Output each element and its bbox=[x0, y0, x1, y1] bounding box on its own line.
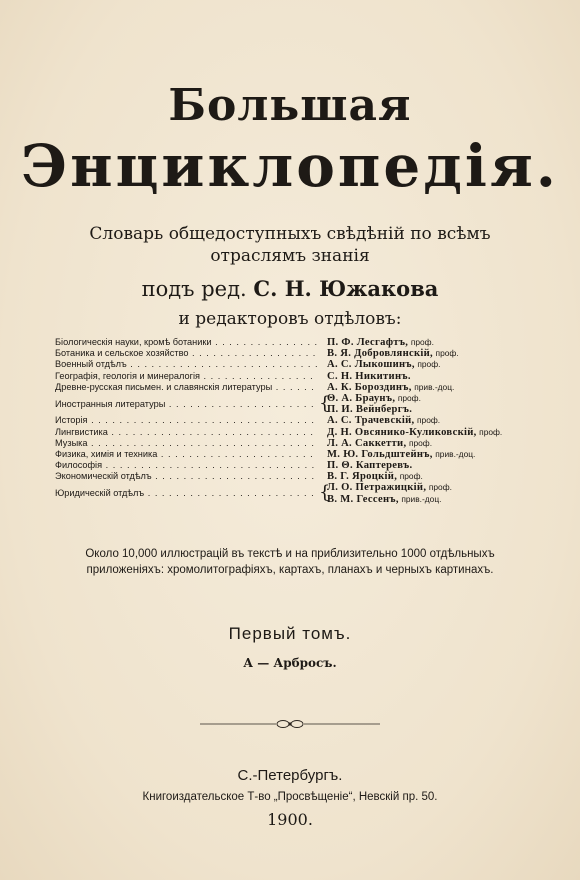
department-editor bbox=[327, 382, 454, 393]
chief-editor bbox=[0, 276, 580, 301]
editor-name: А. К. Бороздинъ, bbox=[327, 381, 412, 393]
department-row bbox=[55, 348, 535, 359]
department-row bbox=[55, 449, 535, 460]
department-name: Иностранныя литературы . . . bbox=[55, 399, 317, 410]
department-name: Военный отдѣлъ . . . bbox=[55, 359, 317, 370]
editor-rank: проф. bbox=[408, 437, 433, 448]
department-name: Исторія . . . bbox=[55, 415, 317, 426]
subtitle-line-1: Словарь общедоступныхъ свѣдѣній по всѣмъ bbox=[89, 224, 491, 244]
editor-name: П. Ф. Лесгафтъ, bbox=[327, 337, 409, 348]
department-row bbox=[55, 337, 535, 348]
illustrations-line-1: Около 10,000 иллюстрацій въ текстѣ и на приблизительно 1000 отдѣльныхъ bbox=[85, 548, 495, 560]
department-row bbox=[55, 427, 535, 438]
editor-rank: проф. bbox=[417, 415, 441, 426]
department-name: Древне-русская письмен. и славянскія литературы . . . bbox=[55, 382, 317, 393]
volume-label: Первый томъ. bbox=[228, 624, 352, 643]
department-editor bbox=[327, 359, 440, 370]
subtitle-line-2: отраслямъ знанія bbox=[210, 246, 370, 266]
department-row bbox=[55, 471, 535, 482]
editor-rank: проф. bbox=[410, 337, 434, 347]
editor-name: Д. Н. Овсянико-Куликовскій, bbox=[327, 426, 477, 438]
department-editor bbox=[327, 427, 502, 438]
departments-list bbox=[55, 337, 535, 505]
editor-name: Л. О. Петражицкій, bbox=[327, 482, 427, 494]
department-editor bbox=[327, 415, 440, 426]
department-row bbox=[55, 393, 535, 415]
department-name: Музыка . . . bbox=[55, 438, 317, 449]
editor-name: Л. А. Саккетти, bbox=[327, 437, 407, 449]
department-name: Лингвистика . . . bbox=[55, 427, 317, 438]
department-name: Географія, геологія и минералогія . . . bbox=[55, 371, 317, 382]
brace-glyph: { bbox=[319, 482, 331, 504]
department-name: Ботаника и сельское хозяйство . . . bbox=[55, 348, 317, 359]
editor-name: А. С. Лыкошинъ, bbox=[327, 359, 415, 371]
editor-rank: проф. bbox=[435, 348, 459, 359]
editor-prefix: подъ ред. bbox=[141, 277, 247, 301]
department-row bbox=[55, 460, 535, 471]
department-row bbox=[55, 359, 535, 370]
department-name: Біологическія науки, кромѣ ботаники . . . bbox=[55, 337, 317, 348]
department-editor bbox=[327, 393, 421, 404]
editor-rank: проф. bbox=[417, 359, 441, 370]
department-editor bbox=[327, 438, 432, 449]
editor-name: В. М. Гессенъ, bbox=[327, 493, 399, 505]
illustrations-line-2: приложеніяхъ: хромолитографіяхъ, картахъ, планахъ и черныхъ картинахъ. bbox=[86, 564, 494, 576]
editors-heading: и редакторовъ отдѣловъ: bbox=[178, 309, 402, 329]
publisher: Книгоиздательское Т-во „Просвѣщеніе“, Невскій пр. 50. bbox=[142, 791, 438, 803]
editor-rank: прив.-доц. bbox=[401, 493, 442, 504]
editor-rank: прив.-доц. bbox=[414, 381, 455, 392]
department-editor bbox=[327, 371, 411, 382]
editor-name: А. С. Трачевскій, bbox=[327, 415, 415, 427]
editor-name: С. Н. Южакова bbox=[253, 276, 439, 301]
editor-rank: прив.-доц. bbox=[435, 448, 476, 459]
editor-rank: проф. bbox=[397, 392, 421, 403]
department-row bbox=[55, 482, 535, 504]
department-editor bbox=[327, 449, 475, 460]
editor-rank: проф. bbox=[399, 471, 423, 482]
ornament-divider bbox=[200, 716, 380, 732]
department-editor bbox=[327, 471, 423, 482]
city: С.-Петербургъ. bbox=[237, 767, 343, 784]
department-editor-second bbox=[327, 404, 412, 415]
department-name: Экономическій отдѣлъ . . . bbox=[55, 471, 317, 482]
title-line-2: Энциклопедія. bbox=[20, 132, 559, 200]
department-editor bbox=[327, 460, 412, 471]
department-name: Физика, химія и техника . . . bbox=[55, 449, 317, 460]
editor-rank: проф. bbox=[479, 426, 503, 437]
editor-name: С. Н. Никитинъ. bbox=[327, 370, 411, 382]
department-row bbox=[55, 415, 535, 426]
volume-range: А — Арбросъ. bbox=[243, 656, 337, 670]
title-line-1: Большая bbox=[168, 80, 412, 131]
department-row bbox=[55, 371, 535, 382]
editor-name: Θ. А. Браунъ, bbox=[327, 392, 396, 404]
department-name: Философія . . . bbox=[55, 460, 317, 471]
department-editor bbox=[327, 348, 459, 359]
department-editor bbox=[327, 337, 434, 348]
brace-glyph: { bbox=[319, 392, 331, 414]
department-editor-second bbox=[327, 494, 441, 505]
editor-rank: проф. bbox=[428, 482, 452, 493]
year: 1900. bbox=[267, 810, 313, 829]
department-editor bbox=[327, 482, 452, 493]
editor-name: П. Θ. Каптеревъ. bbox=[327, 460, 413, 472]
department-name: Юридическій отдѣлъ . . . bbox=[55, 488, 317, 499]
editor-name: В. Г. Яроцкій, bbox=[327, 471, 398, 483]
editor-name: В. Я. Добровлянскій, bbox=[327, 348, 433, 360]
editor-name: М. Ю. Гольдштейнъ, bbox=[327, 448, 433, 460]
editor-name: П. И. Вейнбергъ. bbox=[327, 404, 413, 416]
department-row bbox=[55, 382, 535, 393]
department-row bbox=[55, 438, 535, 449]
